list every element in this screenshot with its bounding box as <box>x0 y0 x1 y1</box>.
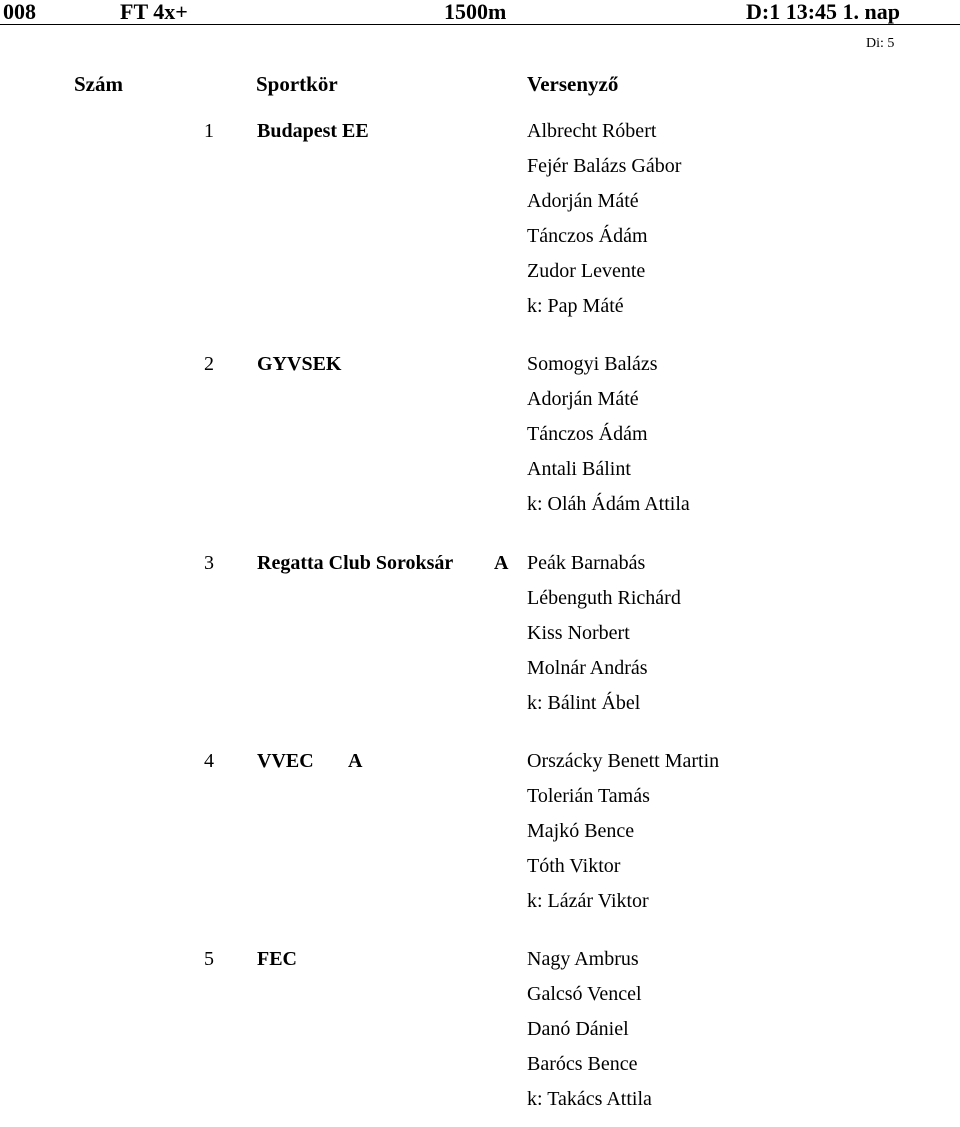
coxswain: k: Bálint Ábel <box>527 692 641 714</box>
entry-variant: A <box>494 552 509 574</box>
crew-member: Orszácky Benett Martin <box>527 750 720 772</box>
crew-member: Tánczos Ádám <box>527 423 648 445</box>
crew-list <box>527 551 681 726</box>
column-header-competitor: Versenyző <box>527 72 619 96</box>
entry-row <box>0 749 960 947</box>
entry-club: Budapest EE <box>257 120 369 142</box>
entry-list <box>0 119 960 1127</box>
crew-member: Galcsó Vencel <box>527 983 642 1005</box>
crew-member: Peák Barnabás <box>527 552 646 574</box>
crew-member: Adorján Máté <box>527 388 639 410</box>
entry-lane: 5 <box>204 948 214 970</box>
entry-variant: A <box>348 750 363 772</box>
crew-member: Kiss Norbert <box>527 622 630 644</box>
crew-list <box>527 947 652 1122</box>
race-header <box>0 0 960 26</box>
entry-row <box>0 551 960 749</box>
column-header-lane: Szám <box>74 72 123 96</box>
crew-member: Fejér Balázs Gábor <box>527 155 682 177</box>
crew-member: Zudor Levente <box>527 260 646 282</box>
race-distance: 1500m <box>444 0 507 24</box>
race-category: FT 4x+ <box>120 0 188 24</box>
crew-list <box>527 119 681 329</box>
crew-member: Majkó Bence <box>527 820 635 842</box>
entry-club: Regatta Club Soroksár <box>257 552 454 574</box>
crew-member: Nagy Ambrus <box>527 948 639 970</box>
entry-row <box>0 947 960 1127</box>
lanes-info: Di: 5 <box>866 36 895 51</box>
entry-club: GYVSEK <box>257 353 342 375</box>
crew-member: Tolerián Tamás <box>527 785 650 807</box>
entry-lane: 4 <box>204 750 214 772</box>
race-schedule: D:1 13:45 1. nap <box>746 0 901 24</box>
crew-member: Danó Dániel <box>527 1018 629 1040</box>
coxswain: k: Takács Attila <box>527 1088 652 1110</box>
coxswain: k: Pap Máté <box>527 295 624 317</box>
crew-member: Tóth Viktor <box>527 855 621 877</box>
crew-member: Antali Bálint <box>527 458 631 480</box>
entry-lane: 3 <box>204 552 214 574</box>
entry-club: VVEC <box>257 750 314 772</box>
crew-member: Adorján Máté <box>527 190 639 212</box>
crew-member: Lébenguth Richárd <box>527 587 681 609</box>
race-number: 008 <box>3 0 36 24</box>
header-divider <box>0 24 960 25</box>
entry-lane: 2 <box>204 353 214 375</box>
crew-list <box>527 749 719 924</box>
column-header-club: Sportkör <box>256 72 338 96</box>
coxswain: k: Oláh Ádám Attila <box>527 493 690 515</box>
entry-row <box>0 352 960 551</box>
crew-member: Molnár András <box>527 657 648 679</box>
crew-member: Barócs Bence <box>527 1053 638 1075</box>
crew-member: Tánczos Ádám <box>527 225 648 247</box>
crew-member: Albrecht Róbert <box>527 120 657 142</box>
entry-lane: 1 <box>204 120 214 142</box>
coxswain: k: Lázár Viktor <box>527 890 649 912</box>
crew-member: Somogyi Balázs <box>527 353 658 375</box>
entry-row <box>0 119 960 352</box>
entry-club: FEC <box>257 948 297 970</box>
crew-list <box>527 352 690 527</box>
